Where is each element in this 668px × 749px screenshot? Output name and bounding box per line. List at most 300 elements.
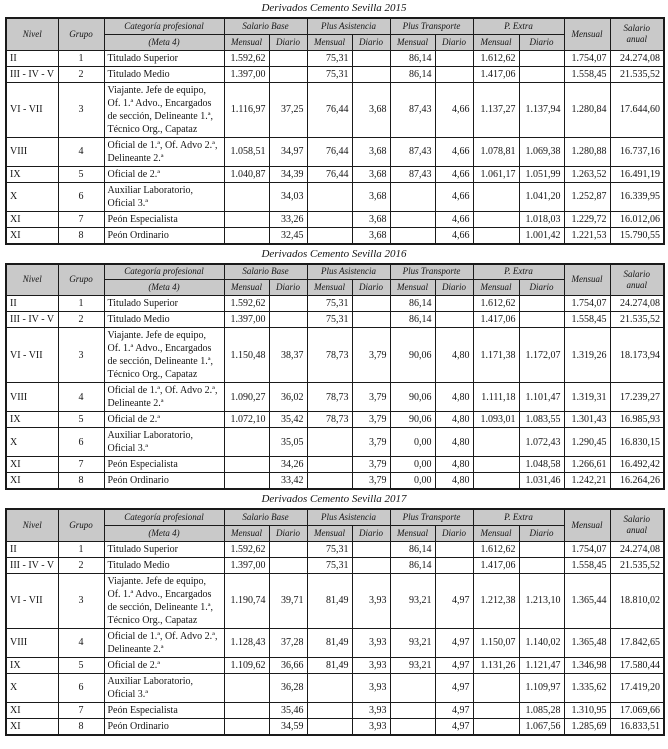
cell-value: 17.419,20 [610,673,664,702]
cell-value: 3,79 [352,457,390,473]
col-subheader-diario: Diario [352,280,390,296]
cell-value [519,557,564,573]
cell-value: 1.093,01 [473,412,519,428]
cell-value: 1.150,07 [473,628,519,657]
cell-value: 4,80 [435,383,473,412]
cell-value: 1.285,69 [564,718,610,735]
cell-value [224,227,269,244]
cell-grupo: 5 [58,412,104,428]
cell-value [473,718,519,735]
cell-value: 1.172,07 [519,328,564,383]
cell-value: 4,66 [435,227,473,244]
cell-value: 0,00 [390,473,435,490]
cell-grupo: 1 [58,541,104,557]
cell-grupo: 6 [58,673,104,702]
cell-value: 1.397,00 [224,557,269,573]
col-header-nivel: Nivel [6,18,58,50]
table-row [6,628,664,657]
salary-table-2017 [5,508,665,736]
cell-value [519,50,564,66]
cell-grupo: 7 [58,457,104,473]
cell-value: 21.535,52 [610,312,664,328]
col-header-nivel: Nivel [6,509,58,541]
cell-value: 1.229,72 [564,211,610,227]
cell-nivel: X [6,182,58,211]
table-header [6,509,664,541]
col-header-salario-base: Salario Base [224,509,307,525]
cell-value: 1.085,28 [519,702,564,718]
cell-value: 21.535,52 [610,66,664,82]
col-subheader-diario: Diario [352,34,390,50]
cell-value: 1.266,61 [564,457,610,473]
cell-value: 21.535,52 [610,557,664,573]
cell-nivel: III - IV - V [6,557,58,573]
col-subheader-diario: Diario [269,280,307,296]
table-row [6,312,664,328]
cell-value: 1.346,98 [564,657,610,673]
cell-value [473,227,519,244]
cell-value: 34,26 [269,457,307,473]
table-row [6,211,664,227]
cell-value: 81,49 [307,657,352,673]
cell-nivel: XI [6,702,58,718]
cell-value [269,312,307,328]
cell-value [473,673,519,702]
cell-value: 1.310,95 [564,702,610,718]
cell-value [390,211,435,227]
cell-value: 1.072,43 [519,428,564,457]
cell-value: 3,68 [352,227,390,244]
cell-value [435,66,473,82]
cell-value: 18.810,02 [610,573,664,628]
cell-value: 36,02 [269,383,307,412]
cell-value [352,541,390,557]
col-header-categoria: Categoría profesional [104,509,224,525]
cell-value: 1.301,43 [564,412,610,428]
cell-value [473,211,519,227]
col-header-salario-base: Salario Base [224,18,307,34]
cell-value [307,473,352,490]
cell-grupo: 6 [58,182,104,211]
cell-value [519,296,564,312]
cell-grupo: 2 [58,557,104,573]
cell-value: 1.397,00 [224,66,269,82]
cell-value [473,428,519,457]
cell-value [269,66,307,82]
cell-grupo: 4 [58,137,104,166]
cell-value: 3,93 [352,702,390,718]
cell-value [473,182,519,211]
cell-categoria: Titulado Medio [104,557,224,573]
cell-value: 24.274,08 [610,296,664,312]
col-header-plus-asistencia: Plus Asistencia [307,264,390,280]
cell-nivel: IX [6,166,58,182]
cell-grupo: 1 [58,296,104,312]
cell-value: 3,79 [352,412,390,428]
cell-value: 1.754,07 [564,541,610,557]
cell-nivel: XI [6,718,58,735]
cell-value: 4,97 [435,718,473,735]
cell-value: 1.754,07 [564,50,610,66]
cell-value: 4,80 [435,473,473,490]
cell-value: 1.111,18 [473,383,519,412]
cell-grupo: 7 [58,702,104,718]
cell-value: 35,46 [269,702,307,718]
col-header-salario-anual: Salario anual [610,509,664,541]
cell-value: 16.833,51 [610,718,664,735]
cell-value: 76,44 [307,82,352,137]
cell-value: 34,59 [269,718,307,735]
table-row [6,702,664,718]
col-header-mensual-total: Mensual [564,264,610,296]
cell-value: 90,06 [390,412,435,428]
cell-value [269,541,307,557]
table-row [6,182,664,211]
cell-value: 4,80 [435,428,473,457]
cell-value: 39,71 [269,573,307,628]
col-header-meta4: (Meta 4) [104,280,224,296]
cell-value: 34,39 [269,166,307,182]
cell-value: 90,06 [390,383,435,412]
cell-nivel: III - IV - V [6,312,58,328]
cell-value: 1.078,81 [473,137,519,166]
cell-categoria: Peón Especialista [104,702,224,718]
table-body [6,541,664,735]
cell-value [473,457,519,473]
cell-value [224,718,269,735]
table-row [6,573,664,628]
cell-value: 37,25 [269,82,307,137]
cell-value: 1.612,62 [473,541,519,557]
cell-value: 3,79 [352,328,390,383]
cell-value [352,50,390,66]
cell-value: 3,68 [352,182,390,211]
cell-value [269,557,307,573]
cell-grupo: 3 [58,82,104,137]
cell-value: 1.754,07 [564,296,610,312]
cell-grupo: 8 [58,473,104,490]
cell-value: 16.264,26 [610,473,664,490]
cell-value: 75,31 [307,541,352,557]
cell-value: 1.083,55 [519,412,564,428]
cell-value [390,718,435,735]
cell-value: 1.058,51 [224,137,269,166]
cell-grupo: 8 [58,718,104,735]
col-subheader-mensual: Mensual [390,280,435,296]
cell-value: 1.190,74 [224,573,269,628]
cell-categoria: Oficial de 1.ª, Of. Advo 2.ª, Delineante 2.ª [104,137,224,166]
cell-value: 1.558,45 [564,557,610,573]
cell-value: 1.072,10 [224,412,269,428]
cell-nivel: VI - VII [6,82,58,137]
cell-value: 86,14 [390,66,435,82]
cell-value: 1.417,06 [473,66,519,82]
cell-value: 1.001,42 [519,227,564,244]
table-row [6,457,664,473]
cell-value: 1.061,17 [473,166,519,182]
cell-value: 4,97 [435,573,473,628]
cell-value: 75,31 [307,557,352,573]
col-subheader-diario: Diario [519,280,564,296]
cell-value: 86,14 [390,296,435,312]
table-row [6,66,664,82]
cell-value [352,296,390,312]
col-header-salario-base: Salario Base [224,264,307,280]
cell-value [473,473,519,490]
cell-categoria: Titulado Superior [104,296,224,312]
cell-value: 1.280,88 [564,137,610,166]
cell-value [269,50,307,66]
cell-value: 1.319,26 [564,328,610,383]
table-row [6,82,664,137]
cell-value: 1.280,84 [564,82,610,137]
cell-categoria: Titulado Superior [104,541,224,557]
cell-grupo: 2 [58,312,104,328]
cell-value: 4,66 [435,82,473,137]
col-header-salario-anual: Salario anual [610,264,664,296]
cell-nivel: VI - VII [6,328,58,383]
cell-nivel: XI [6,227,58,244]
cell-nivel: X [6,673,58,702]
col-subheader-mensual: Mensual [307,280,352,296]
cell-categoria: Oficial de 1.ª, Of. Advo 2.ª, Delineante 2.ª [104,383,224,412]
cell-categoria: Viajante. Jefe de equipo, Of. 1.ª Advo., Encargados de sección, Delineante 1.ª, Técnico Org., Capataz [104,573,224,628]
cell-value: 1.041,20 [519,182,564,211]
cell-value: 16.339,95 [610,182,664,211]
cell-value: 1.365,48 [564,628,610,657]
col-subheader-mensual: Mensual [473,34,519,50]
cell-value: 18.173,94 [610,328,664,383]
cell-grupo: 3 [58,573,104,628]
col-header-mensual-total: Mensual [564,18,610,50]
cell-value: 86,14 [390,557,435,573]
cell-value [473,702,519,718]
cell-value: 38,37 [269,328,307,383]
cell-value: 1.137,27 [473,82,519,137]
cell-value: 86,14 [390,50,435,66]
col-subheader-mensual: Mensual [390,525,435,541]
cell-value: 1.558,45 [564,66,610,82]
cell-value: 0,00 [390,428,435,457]
col-header-grupo: Grupo [58,264,104,296]
cell-value: 3,93 [352,718,390,735]
cell-value: 35,42 [269,412,307,428]
cell-grupo: 1 [58,50,104,66]
cell-value: 17.644,60 [610,82,664,137]
cell-value: 17.842,65 [610,628,664,657]
cell-value: 78,73 [307,412,352,428]
col-subheader-diario: Diario [269,34,307,50]
table-row [6,428,664,457]
cell-value: 1.221,53 [564,227,610,244]
table-row [6,50,664,66]
table-body [6,296,664,490]
cell-value: 93,21 [390,628,435,657]
cell-grupo: 7 [58,211,104,227]
salary-table-2015 [5,17,665,245]
table-row [6,673,664,702]
cell-value: 1.612,62 [473,50,519,66]
cell-grupo: 6 [58,428,104,457]
table-row [6,412,664,428]
cell-value: 24.274,08 [610,50,664,66]
col-header-salario-anual: Salario anual [610,18,664,50]
cell-categoria: Titulado Superior [104,50,224,66]
cell-value: 75,31 [307,312,352,328]
cell-value: 35,05 [269,428,307,457]
cell-value: 1.252,87 [564,182,610,211]
cell-value: 86,14 [390,312,435,328]
cell-value: 1.150,48 [224,328,269,383]
cell-value: 3,68 [352,82,390,137]
cell-grupo: 2 [58,66,104,82]
col-subheader-mensual: Mensual [307,525,352,541]
cell-value [390,182,435,211]
table-title-2015: Derivados Cemento Sevilla 2015 [261,2,407,14]
table-row [6,473,664,490]
cell-value: 3,93 [352,628,390,657]
cell-categoria: Viajante. Jefe de equipo, Of. 1.ª Advo., Encargados de sección, Delineante 1.ª, Técnico Org., Capataz [104,82,224,137]
cell-value: 17.580,44 [610,657,664,673]
col-header-plus-transporte: Plus Transporte [390,264,473,280]
col-header-plus-asistencia: Plus Asistencia [307,18,390,34]
col-header-meta4: (Meta 4) [104,525,224,541]
cell-value: 1.140,02 [519,628,564,657]
cell-categoria: Oficial de 2.ª [104,166,224,182]
cell-value [435,541,473,557]
cell-nivel: X [6,428,58,457]
cell-value: 3,68 [352,166,390,182]
cell-nivel: VI - VII [6,573,58,628]
cell-value: 1.048,58 [519,457,564,473]
cell-value [224,473,269,490]
cell-value [390,702,435,718]
cell-nivel: II [6,541,58,557]
col-subheader-mensual: Mensual [224,525,269,541]
table-row [6,227,664,244]
cell-value: 78,73 [307,328,352,383]
col-subheader-mensual: Mensual [224,34,269,50]
table-row [6,657,664,673]
col-subheader-mensual: Mensual [307,34,352,50]
cell-value: 75,31 [307,296,352,312]
table-row [6,718,664,735]
cell-value [519,541,564,557]
cell-value: 16.492,42 [610,457,664,473]
cell-value: 1.319,31 [564,383,610,412]
col-subheader-mensual: Mensual [390,34,435,50]
cell-value: 3,93 [352,657,390,673]
table-row [6,557,664,573]
cell-value: 1.018,03 [519,211,564,227]
cell-categoria: Oficial de 2.ª [104,412,224,428]
cell-value: 3,79 [352,383,390,412]
cell-value [435,312,473,328]
cell-grupo: 5 [58,166,104,182]
cell-value: 90,06 [390,328,435,383]
table-row [6,383,664,412]
cell-value [224,428,269,457]
cell-value: 16.737,16 [610,137,664,166]
cell-value: 4,80 [435,412,473,428]
cell-value: 1.212,38 [473,573,519,628]
cell-nivel: IX [6,412,58,428]
col-subheader-mensual: Mensual [473,525,519,541]
cell-value: 3,68 [352,211,390,227]
cell-categoria: Peón Especialista [104,211,224,227]
cell-value: 1.109,97 [519,673,564,702]
col-header-plus-transporte: Plus Transporte [390,18,473,34]
cell-categoria: Oficial de 1.ª, Of. Advo 2.ª, Delineante 2.ª [104,628,224,657]
col-header-nivel: Nivel [6,264,58,296]
table-row [6,166,664,182]
cell-value [224,182,269,211]
cell-value: 1.290,45 [564,428,610,457]
cell-value: 75,31 [307,50,352,66]
table-title-2016: Derivados Cemento Sevilla 2016 [261,247,407,260]
cell-value: 0,00 [390,457,435,473]
cell-value: 1.128,43 [224,628,269,657]
cell-value: 4,66 [435,166,473,182]
cell-value: 1.109,62 [224,657,269,673]
cell-value: 87,43 [390,82,435,137]
col-subheader-diario: Diario [352,525,390,541]
cell-value [307,702,352,718]
cell-value [352,557,390,573]
cell-categoria: Viajante. Jefe de equipo, Of. 1.ª Advo., Encargados de sección, Delineante 1.ª, Técnico Org., Capataz [104,328,224,383]
col-subheader-diario: Diario [519,34,564,50]
cell-value: 4,66 [435,211,473,227]
cell-value: 75,31 [307,66,352,82]
cell-value: 1.101,47 [519,383,564,412]
table-row [6,328,664,383]
cell-value [352,312,390,328]
cell-value: 1.592,62 [224,50,269,66]
cell-value [307,227,352,244]
cell-grupo: 4 [58,628,104,657]
col-header-meta4: (Meta 4) [104,34,224,50]
cell-value: 17.069,66 [610,702,664,718]
cell-value: 4,97 [435,673,473,702]
cell-value [519,312,564,328]
cell-value: 36,28 [269,673,307,702]
cell-value: 81,49 [307,573,352,628]
cell-value: 33,26 [269,211,307,227]
cell-categoria: Peón Ordinario [104,227,224,244]
cell-value: 3,93 [352,673,390,702]
table-row [6,137,664,166]
cell-categoria: Titulado Medio [104,66,224,82]
cell-value: 1.051,99 [519,166,564,182]
cell-value: 3,79 [352,473,390,490]
table-row [6,541,664,557]
col-header-p-extra: P. Extra [473,18,564,34]
cell-value: 4,66 [435,137,473,166]
cell-value: 4,97 [435,657,473,673]
col-subheader-diario: Diario [435,34,473,50]
cell-categoria: Auxiliar Laboratorio, Oficial 3.ª [104,673,224,702]
cell-categoria: Auxiliar Laboratorio, Oficial 3.ª [104,428,224,457]
cell-value: 4,80 [435,328,473,383]
cell-value: 86,14 [390,541,435,557]
cell-value: 16.830,15 [610,428,664,457]
cell-value [224,673,269,702]
cell-value: 37,28 [269,628,307,657]
col-subheader-diario: Diario [435,525,473,541]
cell-value: 1.592,62 [224,296,269,312]
cell-nivel: XI [6,211,58,227]
cell-value: 15.790,55 [610,227,664,244]
